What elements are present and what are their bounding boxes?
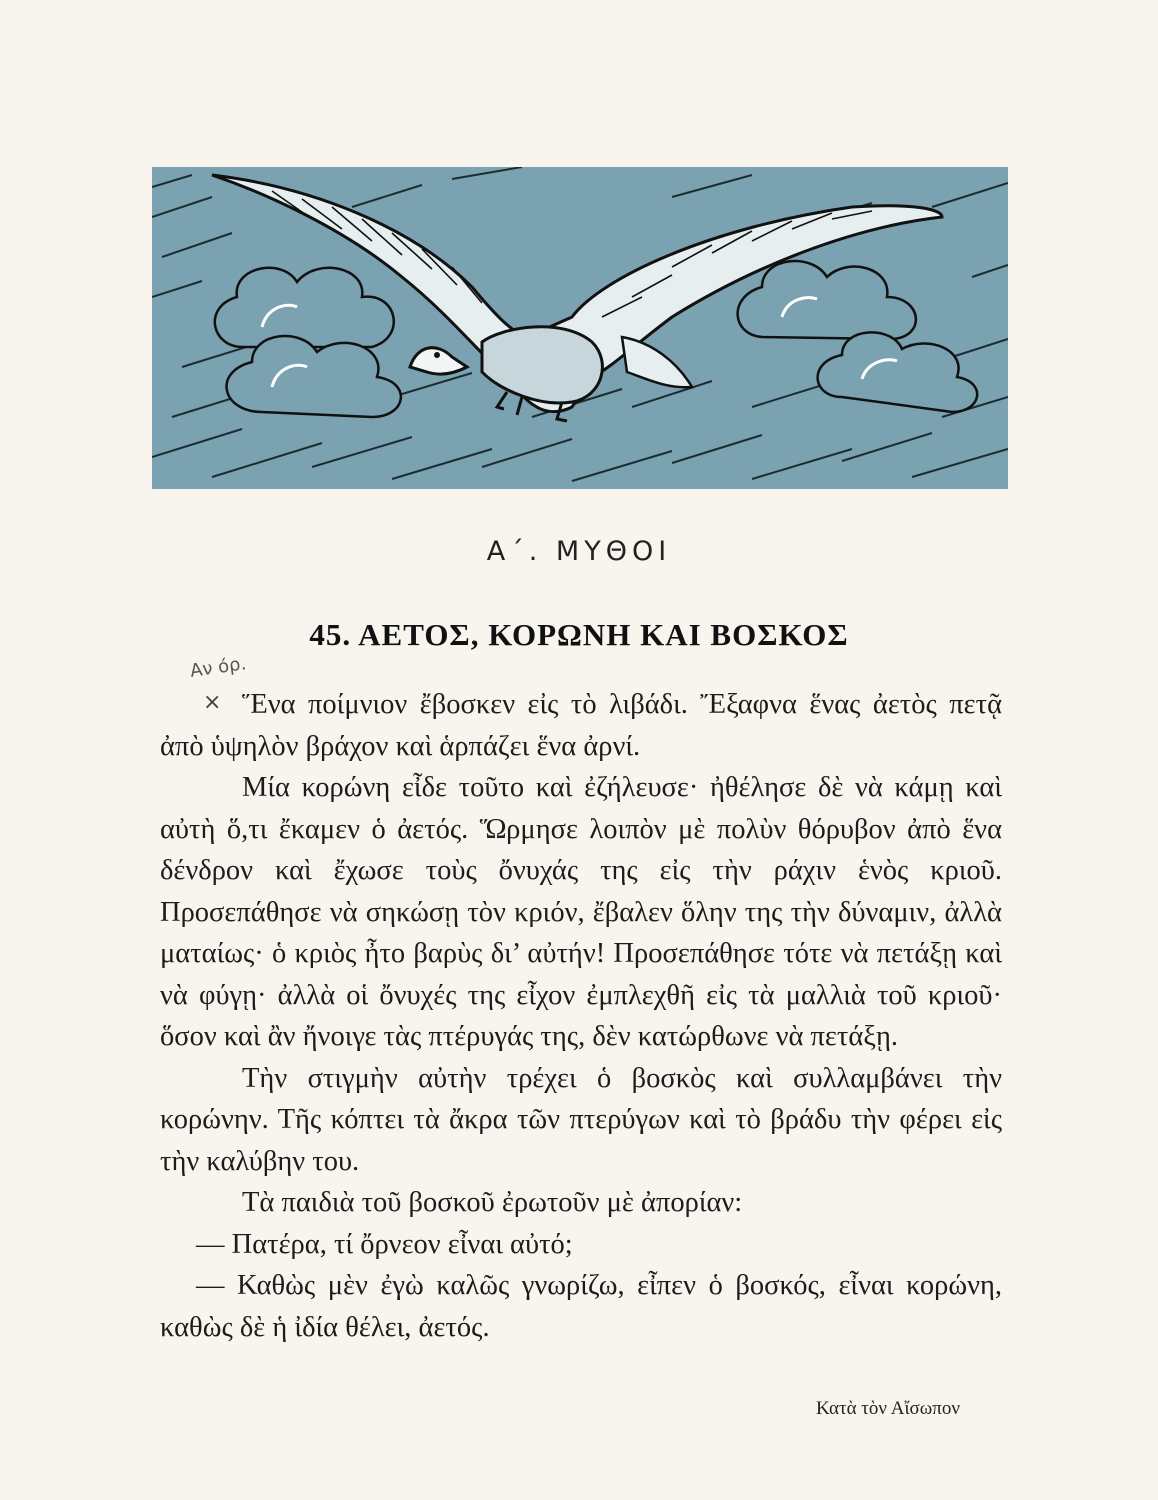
attribution: Κατὰ τὸν Αἴσωπον — [815, 1398, 960, 1419]
paragraph-2: Μία κορώνη εἶδε τοῦτο καὶ ἐζήλευσε· ἠθέλησε δὲ νὰ κάμῃ καὶ αὐτὴ ὅ,τι ἔκαμεν ὁ ἀετός. Ὥρμησε λοιπὸν μὲ πολὺν θόρυβον ἀπὸ ἕνα δένδρον καὶ ἔχωσε τοὺς ὄνυχάς της εἰς τὴν ράχιν ἑνὸς κριοῦ. Προσεπάθησε νὰ σηκώσῃ τὸν κριόν, ἔβαλεν ὅλην της τὴν δύναμιν, ἀλλὰ ματαίως· ὁ κριὸς ἦτο βαρὺς δι’ αὐτήν! Προσεπάθησε τότε νὰ πετάξῃ καὶ νὰ φύγῃ· ἀλλὰ οἱ ὄνυχές της εἶχον ἐμπλεχθῆ εἰς τὰ μαλλιὰ τοῦ κριοῦ· ὅσον καὶ ἂν ἤνοιγε τὰς πτέρυγάς της, δὲν κατώρθωνε νὰ πετάξῃ. — [160, 772, 1002, 1052]
pencil-x-mark: × — [203, 690, 222, 715]
paragraph-4: Τὰ παιδιὰ τοῦ βοσκοῦ ἐρωτοῦν μὲ ἀπορίαν: — [242, 1187, 743, 1218]
pencil-margin-note: Αν όρ. — [188, 653, 248, 682]
story-title: 45. ΑΕΤΟΣ, ΚΟΡΩΝΗ ΚΑΙ ΒΟΣΚΟΣ — [309, 617, 849, 652]
story-body — [160, 684, 1002, 1348]
section-heading: Α΄. ΜΥΘΟΙ — [486, 536, 672, 567]
eagle-illustration — [152, 167, 1008, 489]
paragraph-1: Ἕνα ποίμνιον ἔβοσκεν εἰς τὸ λιβάδι. Ἔξαφνα ἕνας ἀετὸς πετᾷ ἀπὸ ὑψηλὸν βράχον καὶ ἁρπάζει ἕνα ἀρνί. — [160, 689, 1002, 762]
dialogue-line-2: — Καθὼς μὲν ἐγὼ καλῶς γνωρίζω, εἶπεν ὁ βοσκός, εἶναι κορώνη, καθὼς δὲ ἡ ἰδία θέλει, ἀετός. — [160, 1270, 1002, 1343]
dialogue-line-1: — Πατέρα, τί ὄρνεον εἶναι αὐτό; — [196, 1228, 573, 1260]
eagle-clouds-drawing — [152, 167, 1008, 489]
paragraph-3: Τὴν στιγμὴν αὐτὴν τρέχει ὁ βοσκὸς καὶ συλλαμβάνει τὴν κορώνην. Τῆς κόπτει τὰ ἄκρα τῶν πτερύγων καὶ τὸ βράδυ τὴν φέρει εἰς τὴν καλύβην του. — [160, 1062, 1002, 1177]
